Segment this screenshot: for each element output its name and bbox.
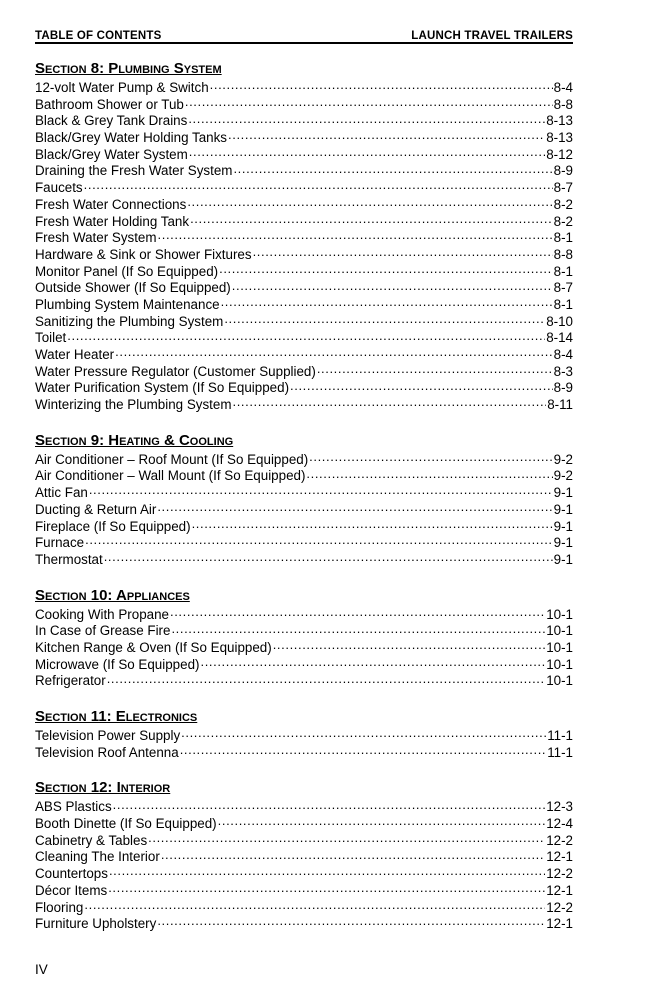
entry-page-number: 11-1 bbox=[547, 728, 573, 743]
entry-label: ABS Plastics bbox=[35, 799, 112, 815]
entry-label: Water Purification System (If So Equipped) bbox=[35, 380, 290, 396]
entry-label: Television Power Supply bbox=[35, 728, 181, 743]
dot-leader bbox=[109, 866, 545, 878]
entry-page-number: 12-3 bbox=[546, 799, 573, 815]
entry-page-number: 8-13 bbox=[546, 130, 573, 146]
entry-page-number: 12-1 bbox=[546, 916, 573, 932]
dot-leader bbox=[233, 163, 552, 175]
dot-leader bbox=[113, 799, 546, 811]
section-spacer bbox=[35, 690, 573, 708]
section-title: Section 11: Electronics bbox=[35, 708, 198, 725]
section-title: Section 8: Plumbing System bbox=[35, 60, 222, 77]
dot-leader bbox=[115, 347, 553, 359]
toc-entry[interactable] bbox=[35, 147, 573, 164]
toc-entry[interactable] bbox=[35, 552, 573, 569]
entry-page-number: 8-2 bbox=[553, 213, 573, 229]
dot-leader bbox=[232, 280, 553, 292]
dot-leader bbox=[85, 535, 553, 547]
toc-entry[interactable] bbox=[35, 519, 573, 536]
entry-page-number: 8-9 bbox=[553, 163, 573, 179]
dot-leader bbox=[200, 657, 545, 669]
toc-entry[interactable] bbox=[35, 640, 573, 657]
toc-entry[interactable] bbox=[35, 468, 573, 485]
entry-page-number: 9-2 bbox=[553, 468, 573, 484]
toc-entry[interactable] bbox=[35, 900, 573, 917]
dot-leader bbox=[84, 900, 545, 912]
dot-leader bbox=[290, 380, 553, 392]
entry-label: Monitor Panel (If So Equipped) bbox=[35, 263, 219, 279]
toc-entry[interactable] bbox=[35, 502, 573, 519]
entry-label: Kitchen Range & Oven (If So Equipped) bbox=[35, 639, 272, 655]
toc-entry[interactable] bbox=[35, 849, 573, 866]
entry-label: Attic Fan bbox=[35, 485, 88, 501]
dot-leader bbox=[188, 113, 545, 125]
dot-leader bbox=[170, 607, 545, 619]
entry-page-number: 8-11 bbox=[547, 397, 573, 413]
dot-leader bbox=[84, 180, 553, 192]
toc-entry[interactable] bbox=[35, 623, 573, 640]
entry-page-number: 12-1 bbox=[546, 849, 573, 865]
toc-entry[interactable] bbox=[35, 485, 573, 502]
toc-entry[interactable] bbox=[35, 673, 573, 690]
entry-label: Fireplace (If So Equipped) bbox=[35, 518, 191, 534]
entry-page-number: 8-1 bbox=[553, 296, 573, 312]
entry-label: Fresh Water System bbox=[35, 230, 157, 246]
entry-page-number: 9-1 bbox=[553, 485, 573, 501]
toc-entry[interactable] bbox=[35, 657, 573, 674]
dot-leader bbox=[221, 297, 553, 309]
toc-entry[interactable] bbox=[35, 380, 573, 397]
entry-page-number: 12-2 bbox=[546, 832, 573, 848]
dot-leader bbox=[218, 816, 546, 828]
toc-entry[interactable] bbox=[35, 214, 573, 231]
dot-leader bbox=[192, 519, 553, 531]
entry-page-number: 9-1 bbox=[553, 535, 573, 551]
entry-label: Black & Grey Tank Drains bbox=[35, 113, 188, 129]
entry-label: Fresh Water Holding Tank bbox=[35, 213, 190, 229]
toc-section bbox=[35, 587, 573, 690]
entry-label: Plumbing System Maintenance bbox=[35, 296, 220, 312]
dot-leader bbox=[219, 264, 553, 276]
dot-leader bbox=[158, 230, 553, 242]
entry-page-number: 8-2 bbox=[553, 196, 573, 212]
entry-label: Ducting & Return Air bbox=[35, 501, 157, 517]
dot-leader bbox=[161, 849, 545, 861]
entry-label: Thermostat bbox=[35, 551, 103, 567]
entry-page-number: 8-4 bbox=[553, 347, 573, 362]
entry-label: Water Heater bbox=[35, 347, 115, 362]
header-divider bbox=[35, 42, 573, 44]
dot-leader bbox=[309, 452, 552, 464]
toc-entry[interactable] bbox=[35, 833, 573, 850]
dot-leader bbox=[185, 97, 553, 109]
dot-leader bbox=[189, 147, 545, 159]
toc-entry[interactable] bbox=[35, 247, 573, 264]
entry-label: Water Pressure Regulator (Customer Supplied) bbox=[35, 363, 316, 379]
dot-leader bbox=[108, 883, 545, 895]
entry-page-number: 11-1 bbox=[547, 744, 573, 760]
entry-label: Booth Dinette (If So Equipped) bbox=[35, 816, 217, 832]
header-title: TABLE OF CONTENTS bbox=[35, 30, 162, 42]
entry-label: Black/Grey Water System bbox=[35, 146, 188, 162]
toc-entry[interactable] bbox=[35, 130, 573, 147]
entry-label: Microwave (If So Equipped) bbox=[35, 656, 200, 672]
dot-leader bbox=[171, 623, 545, 635]
entry-label: Black/Grey Water Holding Tanks bbox=[35, 130, 228, 146]
section-title: Section 10: Appliances bbox=[35, 586, 190, 604]
entry-page-number: 12-2 bbox=[546, 866, 573, 882]
section-title: Section 12: Interior bbox=[35, 779, 171, 797]
toc-entry[interactable] bbox=[35, 397, 573, 414]
dot-leader bbox=[157, 502, 552, 514]
entry-page-number: 12-2 bbox=[546, 899, 573, 915]
entry-page-number: 12-1 bbox=[546, 882, 573, 898]
dot-leader bbox=[107, 673, 545, 685]
toc-entry[interactable] bbox=[35, 745, 573, 762]
entry-page-number: 8-13 bbox=[546, 113, 573, 129]
dot-leader bbox=[181, 728, 546, 740]
toc-entry[interactable] bbox=[35, 916, 573, 933]
toc-entry[interactable] bbox=[35, 330, 573, 347]
toc-section bbox=[35, 60, 573, 414]
header-document-name: LAUNCH TRAVEL TRAILERS bbox=[411, 30, 573, 42]
entry-page-number: 8-7 bbox=[553, 280, 573, 296]
entry-label: Air Conditioner – Wall Mount (If So Equipped) bbox=[35, 468, 306, 484]
toc-entry[interactable] bbox=[35, 535, 573, 552]
dot-leader bbox=[232, 397, 546, 409]
toc-entry[interactable] bbox=[35, 364, 573, 381]
dot-leader bbox=[228, 130, 545, 142]
entry-label: Winterizing the Plumbing System bbox=[35, 397, 232, 413]
dot-leader bbox=[224, 314, 545, 326]
entry-page-number: 10-1 bbox=[546, 623, 573, 639]
toc-entry[interactable] bbox=[35, 816, 573, 833]
dot-leader bbox=[104, 552, 553, 564]
toc-entry[interactable] bbox=[35, 80, 573, 97]
toc-entry[interactable] bbox=[35, 314, 573, 331]
dot-leader bbox=[157, 916, 545, 928]
toc-entry[interactable] bbox=[35, 452, 573, 469]
toc-entry[interactable] bbox=[35, 607, 573, 624]
entry-label: Furnace bbox=[35, 535, 85, 551]
entry-label: In Case of Grease Fire bbox=[35, 623, 171, 639]
entry-label: Faucets bbox=[35, 180, 83, 196]
toc-entry[interactable] bbox=[35, 230, 573, 247]
entry-label: Bathroom Shower or Tub bbox=[35, 96, 184, 112]
toc-section bbox=[35, 779, 573, 933]
entry-label: Furniture Upholstery bbox=[35, 916, 157, 932]
entry-page-number: 8-7 bbox=[553, 180, 573, 196]
toc-entry[interactable] bbox=[35, 866, 573, 883]
entry-label: 12-volt Water Pump & Switch bbox=[35, 80, 209, 95]
toc-entry[interactable] bbox=[35, 883, 573, 900]
dot-leader bbox=[253, 247, 553, 259]
dot-leader bbox=[190, 214, 553, 226]
entry-page-number: 10-1 bbox=[546, 606, 573, 622]
entry-page-number: 10-1 bbox=[546, 639, 573, 655]
dot-leader bbox=[273, 640, 545, 652]
toc-entry[interactable] bbox=[35, 297, 573, 314]
entry-page-number: 8-10 bbox=[546, 313, 573, 329]
entry-label: Cooking With Propane bbox=[35, 606, 169, 622]
dot-leader bbox=[180, 745, 547, 757]
dot-leader bbox=[187, 197, 552, 209]
entry-label: Television Roof Antenna bbox=[35, 744, 179, 760]
entry-label: Air Conditioner – Roof Mount (If So Equipped) bbox=[35, 451, 309, 467]
entry-label: Refrigerator bbox=[35, 673, 106, 689]
entry-label: Outside Shower (If So Equipped) bbox=[35, 280, 231, 296]
entry-label: Countertops bbox=[35, 866, 108, 882]
entry-page-number: 8-8 bbox=[553, 96, 573, 112]
entry-label: Décor Items bbox=[35, 882, 108, 898]
entry-page-number: 8-12 bbox=[546, 146, 573, 162]
entry-page-number: 10-1 bbox=[546, 656, 573, 672]
dot-leader bbox=[89, 485, 553, 497]
entry-label: Cabinetry & Tables bbox=[35, 832, 148, 848]
dot-leader bbox=[317, 364, 553, 376]
section-title: Section 9: Heating & Cooling bbox=[35, 431, 234, 449]
entry-label: Sanitizing the Plumbing System bbox=[35, 313, 224, 329]
running-header bbox=[35, 26, 573, 42]
entry-label: Flooring bbox=[35, 899, 84, 915]
section-spacer bbox=[35, 569, 573, 587]
entry-page-number: 8-3 bbox=[553, 363, 573, 379]
toc-entry[interactable] bbox=[35, 180, 573, 197]
entry-page-number: 8-1 bbox=[553, 230, 573, 246]
entry-page-number: 8-4 bbox=[553, 80, 573, 95]
toc-section bbox=[35, 708, 573, 761]
dot-leader bbox=[210, 80, 553, 92]
entry-page-number: 8-14 bbox=[546, 330, 573, 346]
toc-entry[interactable] bbox=[35, 97, 573, 114]
dot-leader bbox=[67, 330, 545, 342]
dot-leader bbox=[306, 468, 552, 480]
toc-entry[interactable] bbox=[35, 799, 573, 816]
toc-entry[interactable] bbox=[35, 280, 573, 297]
page-number: IV bbox=[35, 962, 48, 977]
entry-page-number: 8-8 bbox=[553, 246, 573, 262]
entry-page-number: 12-4 bbox=[546, 816, 573, 832]
toc-entry[interactable] bbox=[35, 197, 573, 214]
section-spacer bbox=[35, 414, 573, 432]
entry-page-number: 8-9 bbox=[553, 380, 573, 396]
table-of-contents bbox=[35, 60, 573, 933]
dot-leader bbox=[148, 833, 545, 845]
section-spacer bbox=[35, 761, 573, 779]
entry-label: Cleaning The Interior bbox=[35, 849, 160, 865]
entry-page-number: 9-2 bbox=[553, 451, 573, 467]
entry-label: Fresh Water Connections bbox=[35, 196, 187, 212]
toc-entry[interactable] bbox=[35, 163, 573, 180]
toc-entry[interactable] bbox=[35, 113, 573, 130]
toc-entry[interactable] bbox=[35, 264, 573, 281]
entry-page-number: 9-1 bbox=[553, 501, 573, 517]
entry-label: Draining the Fresh Water System bbox=[35, 163, 233, 179]
toc-section bbox=[35, 432, 573, 569]
entry-label: Toilet bbox=[35, 330, 67, 346]
toc-entry[interactable] bbox=[35, 347, 573, 364]
toc-entry[interactable] bbox=[35, 728, 573, 745]
entry-page-number: 9-1 bbox=[553, 518, 573, 534]
entry-page-number: 8-1 bbox=[553, 263, 573, 279]
entry-page-number: 9-1 bbox=[553, 551, 573, 567]
entry-label: Hardware & Sink or Shower Fixtures bbox=[35, 246, 252, 262]
entry-page-number: 10-1 bbox=[546, 673, 573, 689]
